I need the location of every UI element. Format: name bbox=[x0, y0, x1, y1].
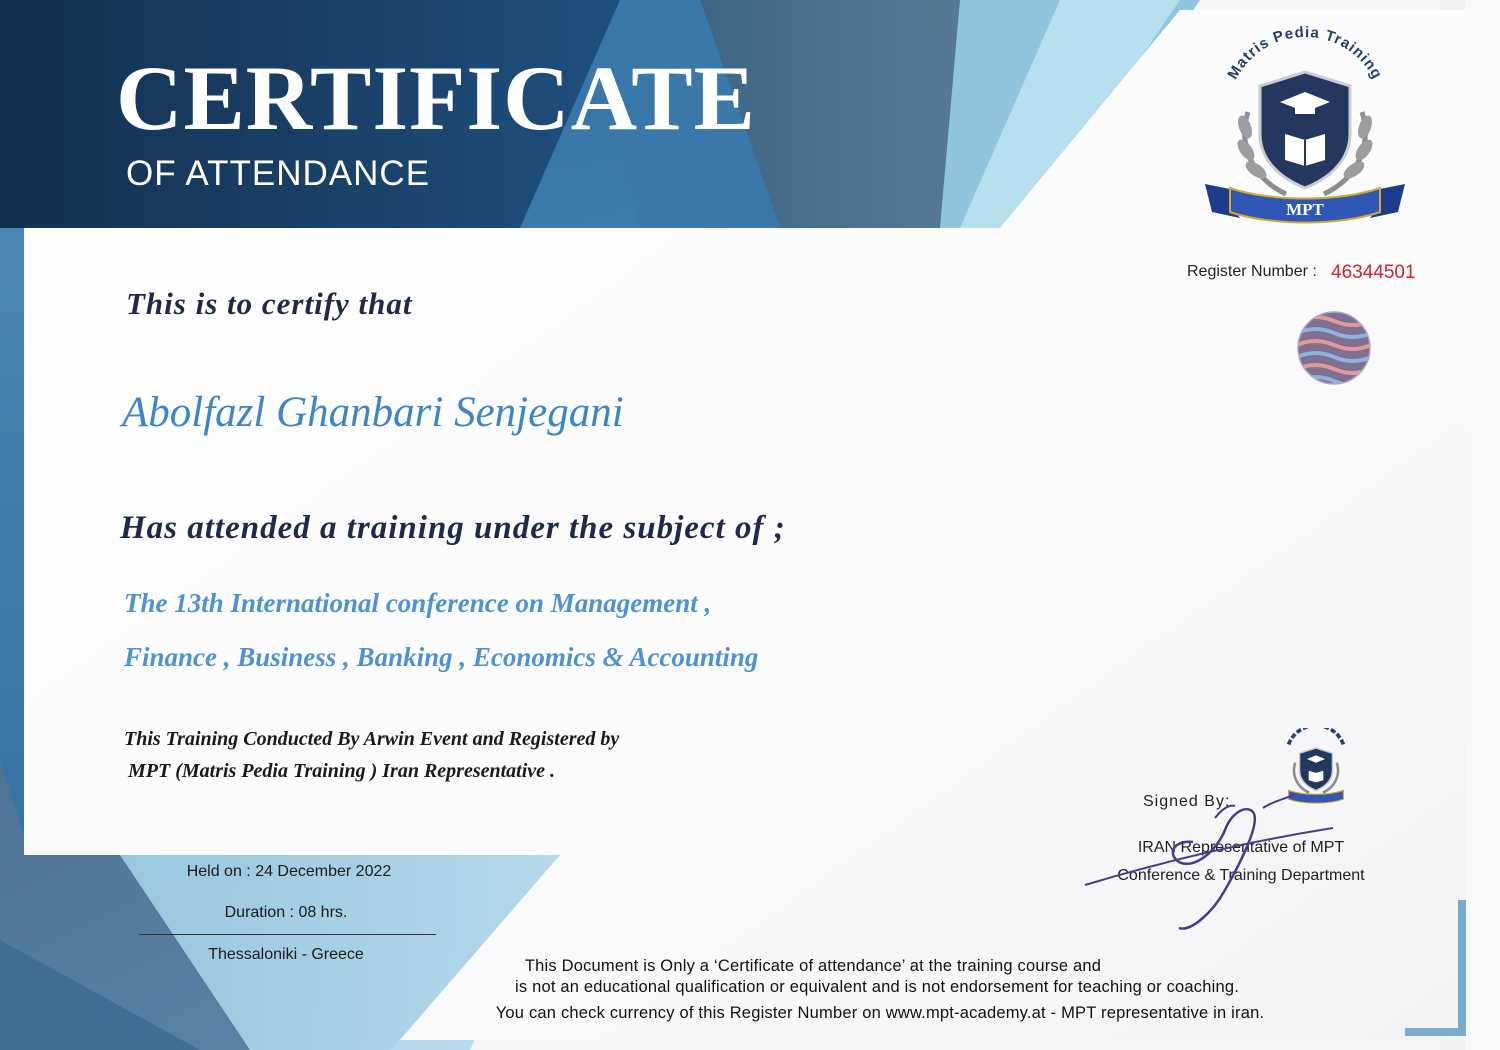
signatory-role-2: Conference & Training Department bbox=[1117, 867, 1365, 884]
certificate-subtitle: OF ATTENDANCE bbox=[126, 154, 431, 193]
register-number: 46344501 bbox=[1331, 262, 1416, 283]
signed-by-label: Signed By: bbox=[1143, 793, 1231, 810]
mpt-logo bbox=[1190, 22, 1420, 242]
disclaimer-line-3: You can check currency of this Register Number on www.mpt-academy.at - MPT representative in iran. bbox=[495, 1004, 1265, 1022]
attended-statement: Has attended a training under the subject of ; bbox=[120, 510, 786, 546]
logo-arc-text: Matris Pedia Training bbox=[1224, 23, 1386, 83]
certificate-title: CERTIFICATE bbox=[116, 47, 756, 149]
signatory-role-1: IRAN Representative of MPT bbox=[1137, 839, 1345, 856]
certify-statement: This is to certify that bbox=[126, 286, 413, 321]
hologram-seal-icon bbox=[1297, 311, 1371, 385]
register-number-label: Register Number : bbox=[1187, 263, 1317, 280]
location-text: Thessaloniki - Greece bbox=[208, 946, 364, 963]
subject-line-2: Finance , Business , Banking , Economics & Accounting bbox=[124, 642, 759, 672]
duration-text: Duration : 08 hrs. bbox=[224, 904, 348, 921]
disclaimer-line-1: This Document is Only a ‘Certificate of attendance’ at the training course and bbox=[524, 957, 1102, 975]
held-on-date: Held on : 24 December 2022 bbox=[186, 863, 392, 880]
conducted-line-1: This Training Conducted By Arwin Event and Registered by bbox=[124, 728, 620, 750]
divider-line bbox=[139, 934, 436, 935]
subject-line-1: The 13th International conference on Management , bbox=[124, 588, 712, 618]
handwritten-signature bbox=[1075, 790, 1355, 940]
recipient-name: Abolfazl Ghanbari Senjegani bbox=[122, 389, 624, 436]
logo-ribbon-text: MPT bbox=[1286, 200, 1324, 219]
disclaimer-line-2: is not an educational qualification or equivalent and is not endorsement for teaching or coaching. bbox=[514, 978, 1240, 996]
shield-icon bbox=[1260, 72, 1350, 188]
conducted-line-2: MPT (Matris Pedia Training ) Iran Representative . bbox=[128, 760, 556, 782]
